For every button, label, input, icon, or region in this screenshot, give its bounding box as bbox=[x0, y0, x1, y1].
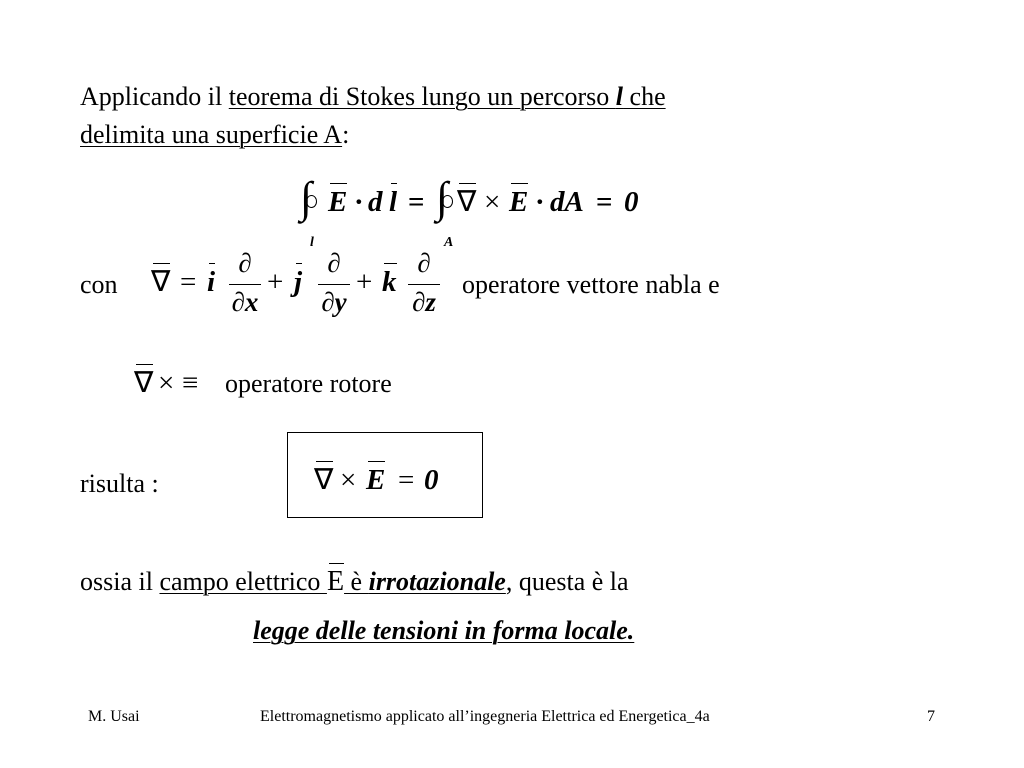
page-number: 7 bbox=[927, 708, 935, 725]
vector-E: E bbox=[326, 566, 345, 597]
subscript-l: l bbox=[310, 235, 314, 250]
equals: = bbox=[180, 266, 197, 298]
fraction-bar bbox=[408, 284, 440, 285]
vector-E: E bbox=[328, 186, 348, 218]
equiv: ≡ bbox=[182, 367, 199, 399]
path-l: l bbox=[615, 82, 624, 111]
closed-contour-icon bbox=[306, 195, 317, 208]
partial-z-fraction bbox=[408, 250, 440, 316]
conclusion-line-1 bbox=[80, 568, 629, 596]
verb-e: è bbox=[344, 567, 369, 596]
colon: : bbox=[342, 120, 350, 149]
partial-y-fraction bbox=[318, 250, 350, 316]
fraction-bar bbox=[229, 284, 261, 285]
partial: ∂ bbox=[417, 248, 431, 278]
dot-op: · bbox=[355, 186, 363, 218]
partial-x: ∂x bbox=[231, 287, 259, 317]
con-label: con bbox=[80, 270, 118, 299]
result-label: risulta : bbox=[80, 469, 159, 498]
plus: + bbox=[267, 266, 284, 298]
conclusion-text: ossia il bbox=[80, 567, 160, 596]
subscript-A: A bbox=[444, 235, 454, 250]
rotor-description: operatore rotore bbox=[225, 369, 392, 398]
stokes-link-end: che bbox=[623, 82, 666, 111]
nabla: ∇ bbox=[457, 186, 477, 218]
nabla-description: operatore vettore nabla e bbox=[462, 270, 720, 299]
fraction-bar bbox=[318, 284, 350, 285]
nabla: ∇ bbox=[151, 266, 171, 298]
closed-surface-icon bbox=[442, 195, 453, 208]
equals: = bbox=[596, 186, 613, 218]
zero: 0 bbox=[424, 464, 439, 496]
unit-i: i bbox=[207, 266, 216, 298]
intro-line-1 bbox=[80, 84, 666, 110]
vector-l: l bbox=[389, 186, 398, 218]
line-integral-sign: ∫ bbox=[300, 173, 313, 222]
electric-field-phrase bbox=[159, 567, 505, 596]
unit-k: k bbox=[382, 266, 397, 298]
electric-field-text: campo elettrico bbox=[159, 567, 327, 596]
local-voltage-law: legge delle tensioni in forma locale. bbox=[253, 616, 635, 645]
intro-text: Applicando il bbox=[80, 82, 229, 111]
stokes-link-text: teorema di Stokes lungo un percorso bbox=[228, 82, 616, 111]
times: × bbox=[340, 464, 357, 496]
vector-E: E bbox=[509, 186, 529, 218]
conclusion-rest: , questa è la bbox=[505, 567, 629, 596]
plus: + bbox=[356, 266, 373, 298]
equals: = bbox=[398, 464, 415, 496]
stokes-theorem-phrase bbox=[229, 82, 666, 111]
partial-z: ∂z bbox=[412, 287, 436, 317]
irrotational-term: irrotazionale bbox=[368, 567, 506, 596]
unit-j: j bbox=[294, 266, 303, 298]
partial: ∂ bbox=[238, 248, 252, 278]
footer-title: Elettromagnetismo applicato all’ingegneria Elettrica ed Energetica_4a bbox=[260, 708, 710, 725]
zero: 0 bbox=[624, 186, 639, 218]
partial: ∂ bbox=[327, 248, 341, 278]
surface-phrase: delimita una superficie A bbox=[80, 120, 343, 149]
footer-author: M. Usai bbox=[88, 708, 140, 725]
dot-op: · bbox=[536, 186, 544, 218]
equals: = bbox=[408, 186, 425, 218]
surface-integral-sign: ∫ bbox=[436, 173, 449, 222]
intro-line-2 bbox=[80, 122, 349, 148]
vector-E: E bbox=[366, 464, 386, 496]
partial-y: ∂y bbox=[321, 287, 347, 317]
times: × bbox=[158, 367, 175, 399]
nabla: ∇ bbox=[314, 464, 334, 496]
d: d bbox=[368, 186, 383, 218]
nabla: ∇ bbox=[134, 367, 154, 399]
times: × bbox=[484, 186, 501, 218]
dA: dA bbox=[550, 186, 584, 218]
partial-x-fraction bbox=[229, 250, 261, 316]
